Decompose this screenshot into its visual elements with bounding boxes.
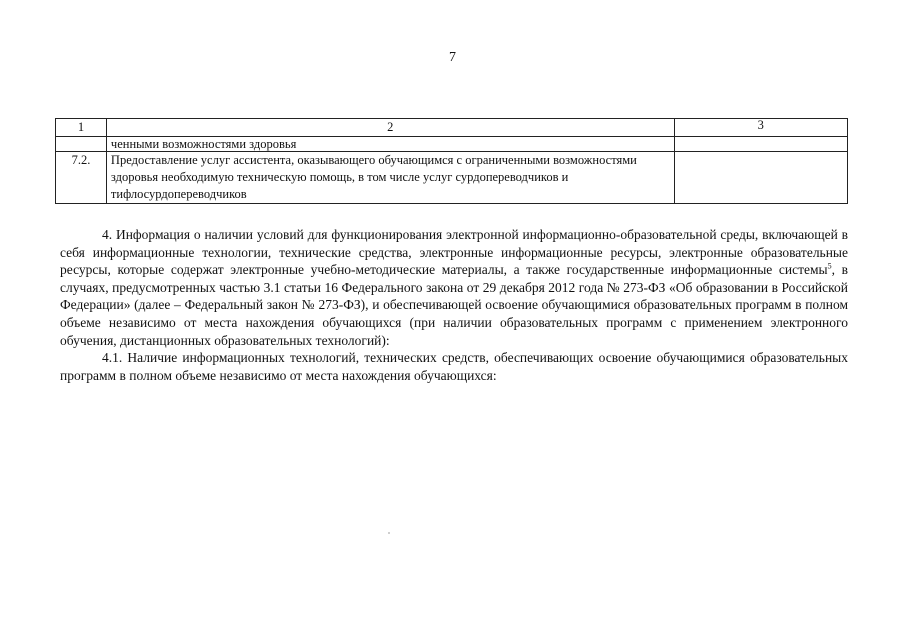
paragraph-section-4 (60, 226, 848, 349)
table-cell-num (56, 137, 107, 152)
scan-speck (388, 532, 390, 534)
column-header-3: 3 (674, 119, 847, 137)
table-cell-num: 7.2. (56, 152, 107, 204)
table-header-row (56, 119, 848, 137)
table-cell-continuation-text: ченными возможностями здоровья (106, 137, 674, 152)
body-text (60, 226, 848, 384)
table-row (56, 152, 848, 204)
column-header-2: 2 (106, 119, 674, 137)
table-cell-extra (674, 137, 847, 152)
section-4-text-end: , в случаях, предусмотренных частью 3.1 статьи 16 Федерального закона от 29 декабря 2012 года № 273-ФЗ «Об образовании в Российской Федерации» (далее – Федеральный закон № 273-ФЗ), и обеспечивающей освоение обучающимися образовательных программ в полном объеме независимо от места нахождения обучающихся (при наличии образовательных программ с применением электронного обучения, дистанционных образовательных технологий): (60, 262, 848, 348)
section-4-text-start: 4. Информация о наличии условий для функционирования электронной информационно-образовательной среды, включающей в себя информационные технологии, технические средства, электронные информационные ресурсы, электронные образовательные ресурсы, которые содержат электронные учебно-методические материалы, а также государственные информационные системы (60, 227, 848, 278)
table-cell-text: Предоставление услуг ассистента, оказывающего обучающимся с ограниченными возможностями здоровья необходимую техническую помощь, в том числе услуг сурдопереводчиков и тифлосурдопереводчиков (106, 152, 674, 204)
table-row-continuation (56, 137, 848, 152)
table-cell-extra (674, 152, 847, 204)
requirements-table (55, 118, 848, 204)
paragraph-section-4-1: 4.1. Наличие информационных технологий, технических средств, обеспечивающих освоение обучающимися образовательных программ в полном объеме независимо от места нахождения обучающихся: (60, 350, 848, 383)
page-number: 7 (449, 50, 456, 65)
footnote-ref: 5 (827, 261, 832, 271)
column-header-1: 1 (56, 119, 107, 137)
